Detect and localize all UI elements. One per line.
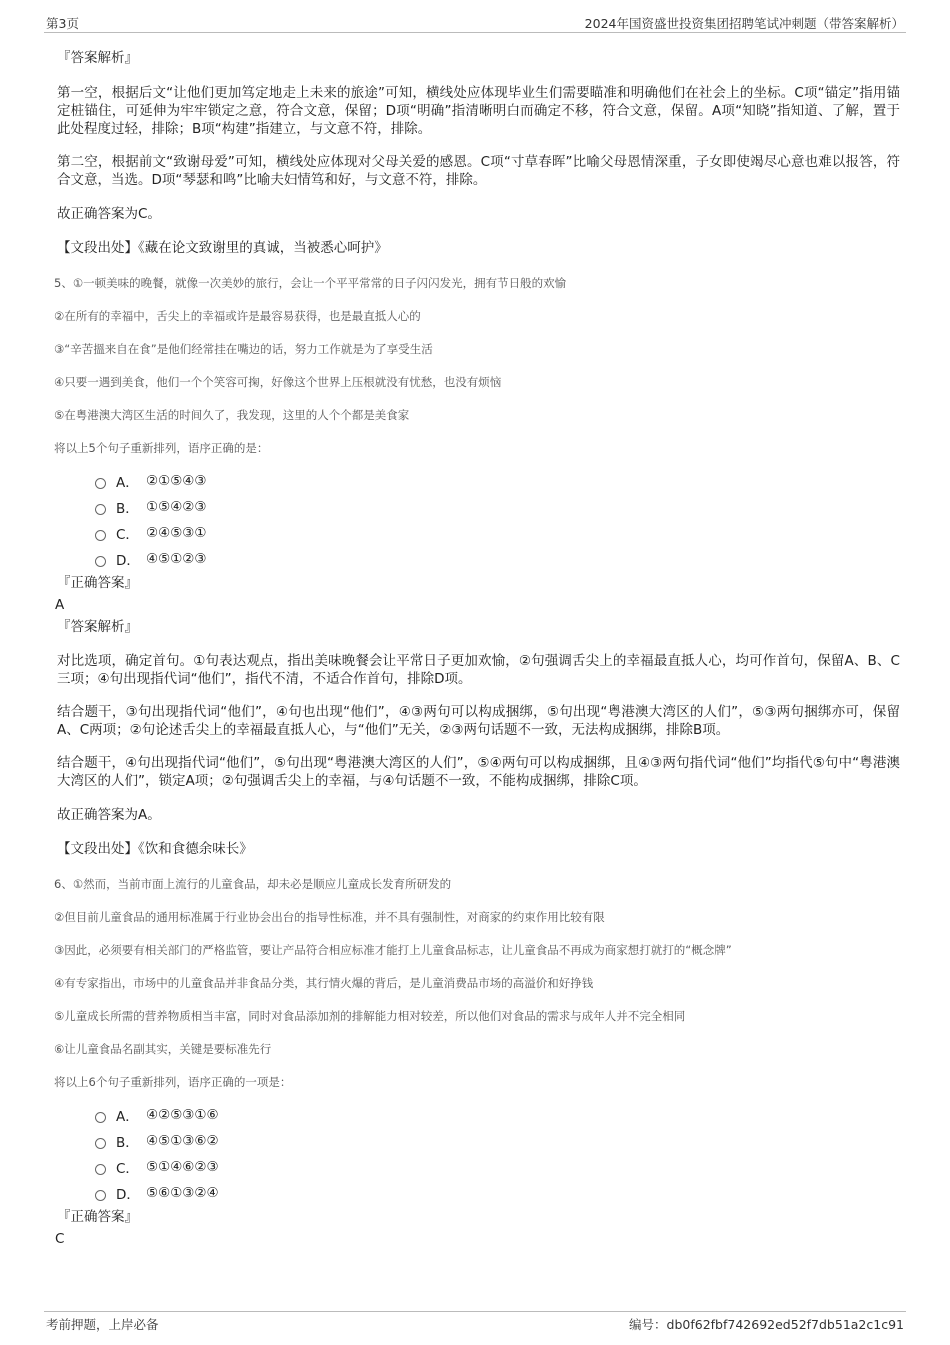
q5-analysis-label: 『答案解析』 [57,619,138,635]
q6-answer-label: 『正确答案』 [57,1209,138,1225]
radio-icon[interactable] [95,530,106,541]
q5-sentence-4: ④只要一遇到美食，他们一个个笑容可掬，好像这个世界上压根就没有忧愁，也没有烦恼 [54,375,502,389]
radio-icon[interactable] [95,1190,106,1201]
page-content [54,45,900,1248]
radio-icon[interactable] [95,1164,106,1175]
q6-sentence-2: ②但目前儿童食品的通用标准属于行业协会出台的指导性标准，并不具有强制性，对商家的约束作用比较有限 [54,910,605,924]
q6-sentence-5: ⑤儿童成长所需的营养物质相当丰富，同时对食品添加剂的排解能力相对较差，所以他们对食品的需求与成年人并不完全相同 [54,1009,686,1023]
q6-option-d[interactable] [95,1180,900,1206]
q5-option-b[interactable] [95,494,900,520]
q5-option-d[interactable] [95,546,900,572]
q6-sentence-4: ④有专家指出，市场中的儿童食品并非食品分类，其行情火爆的背后，是儿童消费品市场的高溢价和好挣钱 [54,976,594,990]
option-letter: C． [116,527,139,543]
option-text: ④⑤①②③ [146,551,207,567]
q5-analysis-p1: 对比选项，确定首句。①句表达观点，指出美味晚餐会让平常日子更加欢愉，②句强调舌尖上的幸福最直抵人心，均可作首句，保留A、B、C三项；④句出现指代词“他们”，指代不清，不适合作首句，排除D项。 [57,653,900,687]
page-number: 第3页 [46,16,79,31]
q4-conclusion: 故正确答案为C。 [57,206,161,222]
radio-icon[interactable] [95,1138,106,1149]
q4-source: 【文段出处】《藏在论文致谢里的真诚，当被悉心呵护》 [57,240,388,256]
q5-conclusion: 故正确答案为A。 [57,807,161,823]
option-letter: D． [116,1187,140,1203]
option-letter: A． [116,475,139,491]
q5-sentence-5: ⑤在粤港澳大湾区生活的时间久了，我发现，这里的人个个都是美食家 [54,408,410,422]
footer-slogan: 考前押题，上岸必备 [46,1317,159,1332]
q4-analysis-p2: 第二空，根据前文“致谢母爱”可知，横线处应体现对父母关爱的感恩。C项“寸草春晖”比喻父母恩情深重，子女即使竭尽心意也难以报答，符合文意，当选。D项“琴瑟和鸣”比喻夫妇情笃和好，与文意不符，排除。 [57,154,900,188]
footer-divider [44,1311,906,1312]
document-title: 2024年国资盛世投资集团招聘笔试冲刺题（带答案解析） [584,16,904,31]
q6-option-c[interactable] [95,1154,900,1180]
q5-options [57,468,900,572]
radio-icon[interactable] [95,556,106,567]
header-divider [44,32,906,33]
q6-option-b[interactable] [95,1128,900,1154]
q6-answer-value: C [55,1231,65,1247]
q5-answer-label: 『正确答案』 [57,575,138,591]
option-text: ④②⑤③①⑥ [146,1107,219,1123]
q5-source: 【文段出处】《饮和食德余味长》 [57,841,253,857]
option-letter: C． [116,1161,139,1177]
option-text: ⑤①④⑥②③ [146,1159,219,1175]
option-text: ⑤⑥①③②④ [146,1185,219,1201]
q5-sentence-1: 5、①一顿美味的晚餐，就像一次美妙的旅行，会让一个平平常常的日子闪闪发光，拥有节日般的欢愉 [54,276,567,290]
option-text: ④⑤①③⑥② [146,1133,219,1149]
document-id: 编号：db0f62fbf742692ed52f7db51a2c1c91 [629,1317,904,1332]
option-letter: B． [116,501,139,517]
q4-analysis-p1: 第一空，根据后文“让他们更加笃定地走上未来的旅途”可知，横线处应体现毕业生们需要瞄准和明确他们在社会上的坐标。C项“锚定”指用锚定桩锚住，可延伸为牢牢锁定之意，符合文意，保留；D项“明确”指清晰明白而确定不移，符合文意，保留。A项“知晓”指知道、了解，置于此处程度过轻，排除；B项“构建”指建立，与文意不符，排除。 [57,85,900,137]
q6-sentence-3: ③因此，必须要有相关部门的严格监管，要让产品符合相应标准才能打上儿童食品标志，让儿童食品不再成为商家想打就打的“概念牌” [54,943,732,957]
option-text: ②④⑤③① [146,525,207,541]
q6-options [57,1102,900,1206]
q6-prompt: 将以上6个句子重新排列，语序正确的一项是： [54,1075,292,1089]
q6-option-a[interactable] [95,1102,900,1128]
q5-analysis-p3: 结合题干，④句出现指代词“他们”，⑤句出现“粤港澳大湾区的人们”，⑤④两句可以构成捆绑，且④③两句指代词“他们”均指代⑤句中“粤港澳大湾区的人们”，锁定A项；②句强调舌尖上的幸福，与④句话题不一致，不能构成捆绑，排除C项。 [57,755,900,789]
option-text: ②①⑤④③ [146,473,207,489]
q5-answer-value: A [55,597,65,613]
q6-sentence-6: ⑥让儿童食品名副其实，关键是要标准先行 [54,1042,272,1056]
q5-option-c[interactable] [95,520,900,546]
option-letter: D． [116,553,140,569]
q5-sentence-2: ②在所有的幸福中，舌尖上的幸福或许是最容易获得，也是最直抵人心的 [54,309,421,323]
q5-option-a[interactable] [95,468,900,494]
option-letter: B． [116,1135,139,1151]
q5-sentence-3: ③“辛苦搵来自在食”是他们经常挂在嘴边的话，努力工作就是为了享受生活 [54,342,433,356]
q6-sentence-1: 6、①然而，当前市面上流行的儿童食品，却未必是顺应儿童成长发育所研发的 [54,877,452,891]
q5-analysis-p2: 结合题干，③句出现指代词“他们”，④句也出现“他们”，④③两句可以构成捆绑，⑤句出现“粤港澳大湾区的人们”，⑤③两句捆绑亦可，保留A、C两项；②句论述舌尖上的幸福最直抵人心，与“他们”无关，②③两句话题不一致，无法构成捆绑，排除B项。 [57,704,900,738]
radio-icon[interactable] [95,1112,106,1123]
q5-prompt: 将以上5个句子重新排列，语序正确的是： [54,441,269,455]
q4-analysis-label: 『答案解析』 [57,50,138,66]
option-text: ①⑤④②③ [146,499,207,515]
option-letter: A． [116,1109,139,1125]
radio-icon[interactable] [95,478,106,489]
radio-icon[interactable] [95,504,106,515]
